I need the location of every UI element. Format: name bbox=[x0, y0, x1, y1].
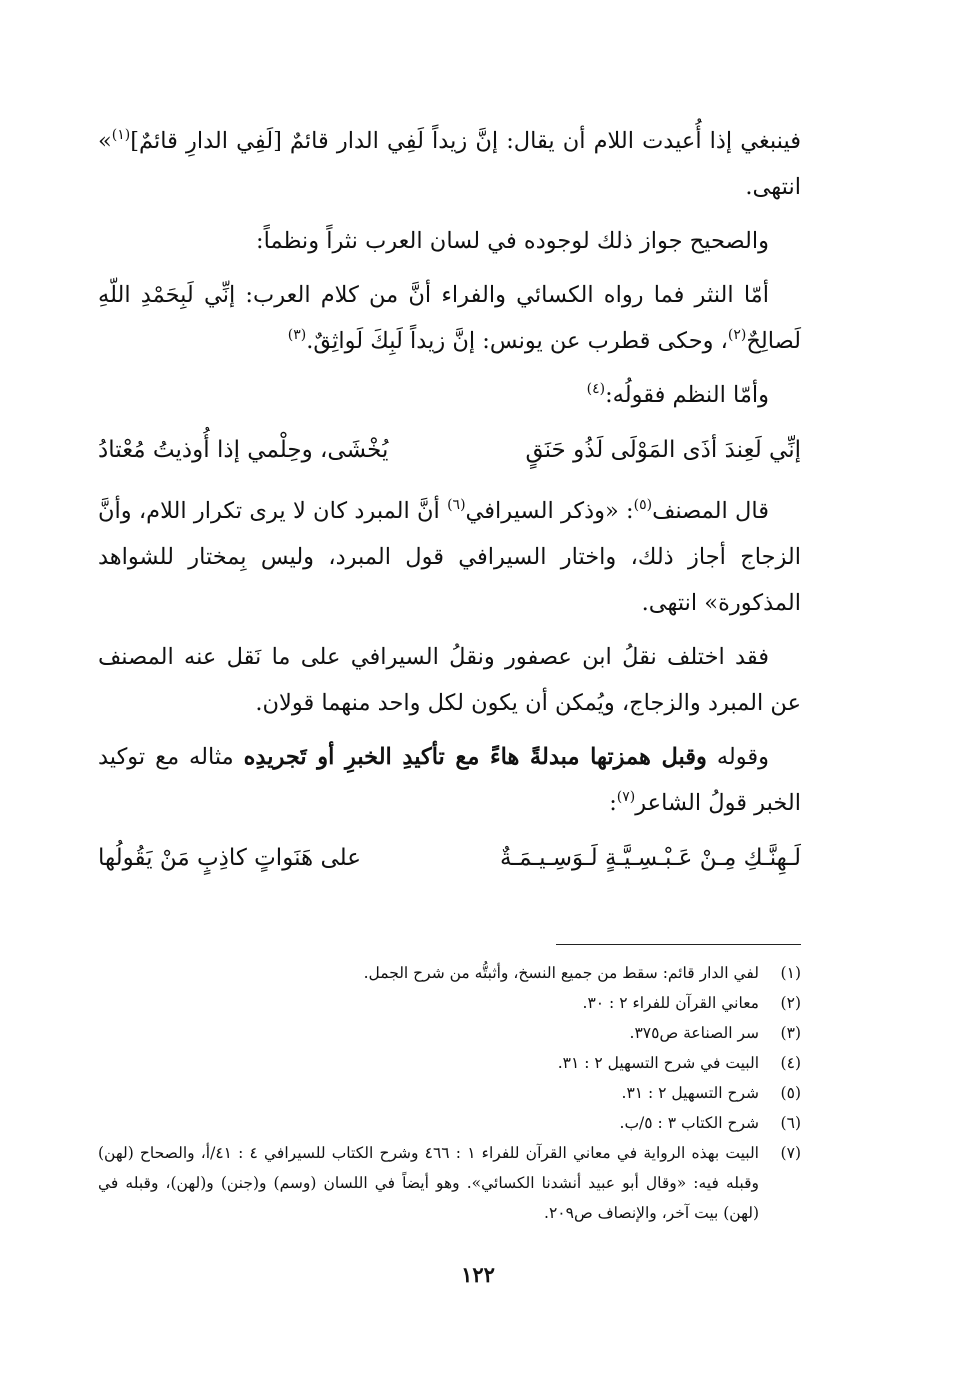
footnote-number: (٣) bbox=[780, 1024, 801, 1042]
paragraph-1-end: » انتهى. bbox=[98, 128, 801, 200]
footnote bbox=[98, 1138, 801, 1228]
footnote-ref-6: (٦) bbox=[447, 497, 466, 513]
footnote bbox=[98, 1018, 801, 1048]
main-text bbox=[98, 118, 801, 896]
footnote bbox=[98, 988, 801, 1018]
verse-2-first-hemistich: لَـهِنَّـكِ مِـنْ عَـبْـسِـيَّـةٍ لَـوَسِـيـمَـةٌ bbox=[500, 845, 801, 871]
footnote-separator bbox=[556, 944, 801, 945]
paragraph-3-text-b: ، وحكى قطرب عن يونس: إنَّ زيداً لَبِكَ لَواثِقٌ. bbox=[306, 328, 728, 354]
footnote-number: (٦) bbox=[780, 1114, 801, 1132]
paragraph-5 bbox=[98, 488, 801, 626]
paragraph-7 bbox=[98, 734, 801, 826]
footnote-text: البيت بهذه الرواية في معاني القرآن للفراء ١ : ٤٦٦ وشرح الكتاب للسيرافي ٤ : ٤١/أ، والصحاح (لهن) وقبله فيه: «وقال أبو عبيد أنشدنا الكسائي». وهو أيضاً في اللسان (وسم) و(جنن) و(لهن)، وقبله في (لهن) بيت آخر، والإنصاف ص٢٠٩. bbox=[98, 1144, 759, 1222]
footnote bbox=[98, 1048, 801, 1078]
page-number: ١٢٢ bbox=[461, 1262, 495, 1287]
paragraph-5-text-a: قال المصنف bbox=[652, 498, 769, 524]
footnote-ref-5: (٥) bbox=[633, 497, 653, 513]
footnote-text: معاني القرآن للفراء ٢ : ٣٠. bbox=[582, 994, 759, 1012]
paragraph-1 bbox=[98, 118, 801, 210]
footnote-ref-3: (٣) bbox=[287, 327, 307, 343]
paragraph-6: فقد اختلف نقلُ ابن عصفور ونقلُ السيرافي على ما نَقل عنه المصنف عن المبرد والزجاج، ويُمكن أن يكون لكل واحد منهما قولان. bbox=[98, 644, 801, 716]
verse-2 bbox=[98, 834, 801, 882]
footnote-text: شرح الكتاب ٣ : ٥/ب. bbox=[619, 1114, 759, 1132]
footnote-text: لفي الدار قائم: سقط من جميع النسخ، وأثبتُّه من شرح الجمل. bbox=[363, 964, 759, 982]
footnote-ref-2: (٢) bbox=[727, 327, 747, 343]
paragraph-5-text-c: أنَّ المبرد كان لا يرى تكرار اللام، وأنَّ الزجاج أجاز ذلك، واختار السيرافي قول المبرد، وليس بِمختار للشواهد المذكورة» انتهى. bbox=[98, 498, 801, 616]
footnote-number: (٧) bbox=[780, 1144, 801, 1162]
paragraph-3 bbox=[98, 272, 801, 364]
verse-2-second-hemistich: على هَنَواتٍ كاذِبٍ مَنْ يَقُولُها bbox=[98, 845, 361, 871]
verse-1 bbox=[98, 426, 801, 474]
footnotes bbox=[98, 958, 801, 1228]
paragraph-7-text-b: مثاله مع توكيد الخبر قولُ الشاعر bbox=[98, 744, 801, 816]
footnote-ref-7: (٧) bbox=[616, 789, 636, 805]
footnote bbox=[98, 958, 801, 988]
paragraph-2: والصحيح جواز ذلك لوجوده في لسان العرب نثراً ونظماً: bbox=[256, 228, 769, 254]
paragraph-7-bold-quote: وقبل همزتها مبدلةً هاءً مع تأكيدِ الخبرِ أو تَجريدِه bbox=[243, 744, 707, 770]
paragraph-7-end: : bbox=[609, 790, 617, 816]
verse-1-first-hemistich: إنِّي لَعِندَ أذَى المَوْلَى لَذُو حَنَقٍ bbox=[525, 437, 801, 463]
footnote-number: (٤) bbox=[780, 1054, 801, 1072]
footnote-number: (٢) bbox=[780, 994, 801, 1012]
paragraph-4 bbox=[98, 372, 801, 418]
footnote bbox=[98, 1078, 801, 1108]
paragraph-4-text: وأمّا النظم فقولُه: bbox=[605, 382, 769, 408]
footnote-ref-1: (١) bbox=[111, 127, 131, 143]
footnote-number: (١) bbox=[780, 964, 801, 982]
paragraph-7-text-a: وقوله bbox=[706, 744, 769, 770]
paragraph-5-text-b: : «وذكر السيرافي bbox=[465, 498, 634, 524]
paragraph-1-text: فينبغي إذا أُعيدت اللام أن يقال: إنَّ زيداً لَفِي الدار قائمٌ [لَفِي الدارِ قائمٌ] bbox=[130, 128, 801, 154]
footnote-text: سر الصناعة ص٣٧٥. bbox=[629, 1024, 759, 1042]
footnote-number: (٥) bbox=[780, 1084, 801, 1102]
footnote-text: شرح التسهيل ٢ : ٣١. bbox=[621, 1084, 759, 1102]
footnote-ref-4: (٤) bbox=[586, 381, 606, 397]
footnote-text: البيت في شرح التسهيل ٢ : ٣١. bbox=[557, 1054, 759, 1072]
verse-1-second-hemistich: يُخْشَى، وحِلْمي إذا أُوذيتُ مُعْتادُ bbox=[98, 437, 389, 463]
footnote bbox=[98, 1108, 801, 1138]
paragraph-3-text-a: أمّا النثر فما رواه الكسائي والفراء أنَّ من كلام العرب: إنِّي لَبِحَمْدِ اللّهِ لَصالِحٌ bbox=[98, 282, 801, 354]
